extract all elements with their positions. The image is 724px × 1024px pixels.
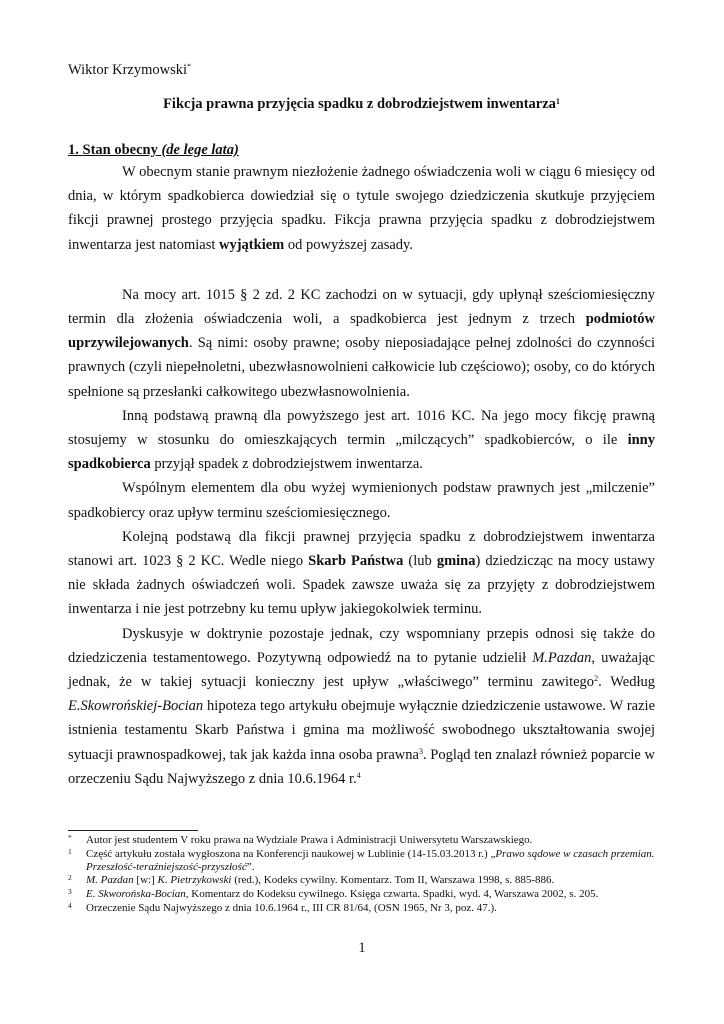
- paragraph-6-text-f: hipoteza tego artykułu obejmuje wyłącznie dziedziczenie ustawowe. W razie istnienia testamentu Skarb Państwa i gmina ma możliwość swobodnego ukształtowania swojej sytuacji prawnospadkowej, tak jak każda inna osoba prawna: [68, 698, 655, 763]
- title-footnote-mark: 1: [555, 97, 560, 106]
- footnote-text: Część artykułu została wygłoszona na Konferencji naukowej w Lublinie (14-15.03.2013 r.) „: [86, 847, 496, 860]
- footnote-author-name: M. Pazdan: [86, 874, 134, 887]
- author-footnote-mark: *: [187, 62, 192, 71]
- paragraph-5-bold-2: gmina: [436, 553, 476, 570]
- footnote-mark: 1: [68, 846, 72, 856]
- paper-title: [68, 94, 655, 114]
- footnote-text: , Komentarz do Kodeksu cywilnego. Księga czwarta. Spadki, wyd. 4, Warszawa 2002, s. 205.: [185, 888, 599, 901]
- footnotes: [68, 834, 655, 916]
- paragraph-2-bold: podmiotów uprzywilejowanych: [68, 311, 655, 352]
- document-body: [68, 60, 655, 791]
- paragraph-3-bold: inny spadkobierca: [68, 432, 655, 473]
- paragraph-6-text-a: Dyskusyje w doktrynie pozostaje jednak, czy wspomniany przepis odnosi się także do dziedziczenia testamentowego. Pozytywną odpowiedź na to pytanie udzielił: [68, 625, 655, 666]
- footnote-text: Autor jest studentem V roku prawa na Wydziale Prawa i Administracji Uniwersytetu Warszawskiego.: [86, 834, 533, 846]
- paragraph-6-text-g: . Pogląd ten znalazł również poparcie w orzeczeniu Sądu Najwyższego z dnia 10.6.1964 r.: [68, 746, 655, 787]
- footnote-italic-title: Prawo sądowe w czasach przemian. Przeszłość-teraźniejszość-przyszłość: [86, 847, 655, 873]
- author-name: Wiktor Krzymowski: [68, 62, 188, 78]
- footnote-mark: 3: [68, 887, 72, 897]
- paragraph-6: [68, 622, 655, 791]
- paragraph-3-text-c: przyjął spadek z dobrodziejstwem inwentarza.: [150, 456, 423, 473]
- section-heading-italic: (de lege lata): [161, 142, 239, 158]
- paragraph-4: Wspólnym elementem dla obu wyżej wymienionych podstaw prawnych jest „milczenie” spadkobiercy oraz upływ terminu sześciomiesięcznego.: [68, 480, 655, 521]
- section-heading: [68, 140, 655, 160]
- footnote-text: Orzeczenie Sądu Najwyższego z dnia 10.6.1964 r., III CR 81/64, (OSN 1965, Nr 3, poz. 47.).: [86, 901, 497, 914]
- footnote-ref-4[interactable]: 4: [356, 770, 361, 780]
- footnote-2: [68, 874, 655, 887]
- footnote-author-name: E. Skworońska-Bocian: [86, 888, 186, 901]
- paragraph-5: [68, 525, 655, 622]
- footnote-3: [68, 888, 655, 901]
- footnote-mark: *: [68, 833, 72, 842]
- paragraph-2-text-a: Na mocy art. 1015 § 2 zd. 2 KC zachodzi on w sytuacji, gdy upłynął sześciomiesięczny termin dla złożenia oświadczenia woli, a spadkobierca jest jednym z trzech: [68, 286, 655, 328]
- paragraph-1-text-c: od powyższej zasady.: [284, 236, 413, 253]
- footnote-text: ”.: [246, 860, 255, 873]
- footnote-mark: 2: [68, 873, 72, 883]
- paragraph-2: [68, 283, 655, 404]
- footnote-text: (red.), Kodeks cywilny. Komentarz. Tom II, Warszawa 1998, s. 885-886.: [231, 874, 555, 887]
- paragraph-6-author-1: M.Pazdan: [532, 649, 592, 666]
- paragraph-1-bold: wyjątkiem: [219, 236, 285, 253]
- paragraph-1: [68, 160, 655, 257]
- paragraph-6-text-d: . Według: [598, 674, 656, 691]
- footnote-author: [68, 834, 655, 847]
- paragraph-6-author-2: E.Skowrońskiej-Bocian: [68, 698, 204, 715]
- author-line: [68, 60, 655, 80]
- paragraph-3-text-a: Inną podstawą prawną dla powyższego jest art. 1016 KC. Na jego mocy fikcję prawną stosujemy w stosunku do omieszkających termin „milczących” spadkobierców, o ile: [68, 407, 655, 449]
- section-heading-text: 1. Stan obecny: [68, 142, 162, 158]
- footnote-text: [w:]: [133, 874, 158, 887]
- footnote-separator: [68, 830, 198, 831]
- paragraph-gap: [68, 257, 655, 283]
- footnote-editor-name: K. Pietrzykowski: [157, 874, 232, 887]
- paragraph-2-text-c: . Są nimi: osoby prawne; osoby nieposiadające pełnej zdolności do czynności prawnych (czyli niepełnoletni, ubezwłasnowolnieni całkowicie lub częściowo); osoby, co do których spełnione są przesłanki całkowitego ubezwłasnowolnienia.: [68, 335, 655, 400]
- footnote-mark: 4: [68, 900, 72, 910]
- page-number: 1: [358, 940, 366, 956]
- title-text: Fikcja prawna przyjęcia spadku z dobrodziejstwem inwentarza: [163, 96, 556, 112]
- footnote-4: [68, 902, 655, 915]
- paragraph-5-text-e: ) dziedzicząc na mocy ustawy nie składa żadnych oświadczeń woli. Spadek zawsze uważa się za przyjęty z dobrodziejstwem inwentarza i nie jest potrzebny ku temu upływ jakiegokolwiek terminu.: [68, 553, 656, 618]
- paragraph-5-bold-1: Skarb Państwa: [308, 553, 404, 570]
- paragraph-6-text-c: , uważając jednak, że w takiej sytuacji konieczny jest upływ „właściwego” terminu zawitego: [68, 649, 655, 691]
- footnote-1: [68, 848, 655, 874]
- paragraph-5-text-a: Kolejną podstawą dla fikcji prawnej przyjęcia spadku z dobrodziejstwem inwentarza stanowi art. 1023 § 2 KC. Wedle niego: [68, 528, 655, 570]
- paragraph-1-text-a: W obecnym stanie prawnym niezłożenie żadnego oświadczenia woli w ciągu 6 miesięcy od dnia, w którym spadkobierca dowiedział się o tytule swojego dziedziczenia skutkuje przyjęciem fikcji prawnej prostego przyjęcia spadku. Fikcja prawna przyjęcia spadku z dobrodziejstwem inwentarza jest natomiast: [68, 164, 655, 253]
- paragraph-5-text-c: (lub: [403, 553, 437, 570]
- footnote-ref-2[interactable]: 2: [594, 674, 599, 684]
- paragraph-3: [68, 404, 655, 477]
- footnote-ref-3[interactable]: 3: [418, 746, 423, 756]
